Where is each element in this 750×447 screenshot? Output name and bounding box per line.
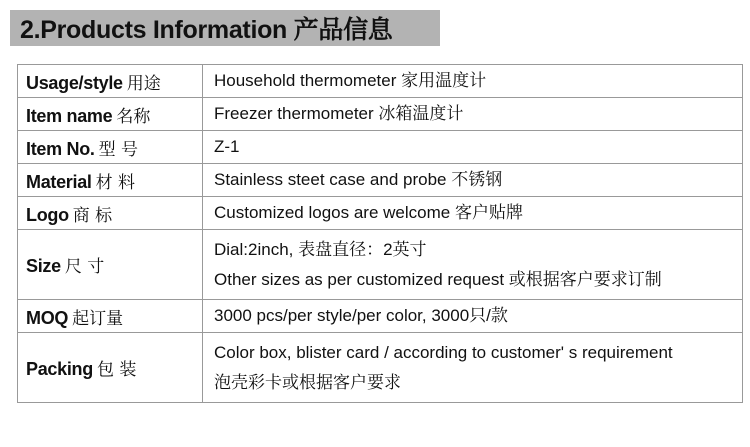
label-en: Item No. — [26, 138, 95, 159]
label-en: MOQ — [26, 307, 69, 328]
label-cn: 包 装 — [96, 360, 137, 380]
value-line: Z-1 — [214, 137, 240, 156]
row-value-packing — [203, 333, 743, 403]
label-cn: 材 料 — [95, 172, 136, 193]
table-row-size — [18, 230, 743, 300]
label-cn: 用途 — [126, 73, 161, 94]
row-label-item-name — [18, 98, 203, 131]
label-en: Logo — [26, 204, 69, 225]
label-cn: 商 标 — [72, 205, 113, 226]
row-value-usage — [203, 65, 743, 98]
table-row-usage — [18, 65, 743, 98]
value-line: Other sizes as per customized request 或根据客户要求订制 — [214, 269, 662, 289]
table-row-moq — [18, 300, 743, 333]
label-cn: 起订量 — [72, 308, 124, 329]
row-label-logo — [18, 197, 203, 230]
row-label-item-no — [18, 131, 203, 164]
value-line: Dial:2inch, 表盘直径：2英寸 — [214, 239, 427, 259]
value-line: Customized logos are welcome 客户贴牌 — [214, 203, 523, 222]
section-title: 2.Products Information 产品信息 — [20, 16, 393, 44]
row-value-material — [203, 164, 743, 197]
row-label-material — [18, 164, 203, 197]
table-row-logo — [18, 197, 743, 230]
label-en: Material — [26, 171, 92, 192]
label-en: Size — [26, 256, 61, 276]
row-value-item-name — [203, 98, 743, 131]
value-line: 泡壳彩卡或根据客户要求 — [214, 372, 401, 392]
value-line: 3000 pcs/per style/per color, 3000只/款 — [214, 306, 508, 325]
table-row-item-name — [18, 98, 743, 131]
label-cn: 名称 — [116, 106, 151, 127]
row-label-packing — [18, 333, 203, 403]
table-row-packing — [18, 333, 743, 403]
row-value-size — [203, 230, 743, 300]
label-en: Item name — [26, 105, 113, 126]
section-header — [10, 10, 440, 46]
label-cn: 尺 寸 — [64, 257, 105, 277]
product-info-table — [17, 64, 743, 403]
row-value-moq — [203, 300, 743, 333]
row-label-size — [18, 230, 203, 300]
label-en: Usage/style — [26, 72, 123, 93]
value-line: Stainless steet case and probe 不锈钢 — [214, 170, 503, 189]
value-line: Freezer thermometer 冰箱温度计 — [214, 104, 464, 123]
table-row-material — [18, 164, 743, 197]
value-line: Color box, blister card / according to customer' s requirement — [214, 342, 673, 362]
row-value-item-no — [203, 131, 743, 164]
row-value-logo — [203, 197, 743, 230]
label-en: Packing — [26, 359, 93, 379]
row-label-moq — [18, 300, 203, 333]
value-line: Household thermometer 家用温度计 — [214, 71, 487, 90]
table-row-item-no — [18, 131, 743, 164]
label-cn: 型 号 — [98, 139, 139, 160]
row-label-usage — [18, 65, 203, 98]
